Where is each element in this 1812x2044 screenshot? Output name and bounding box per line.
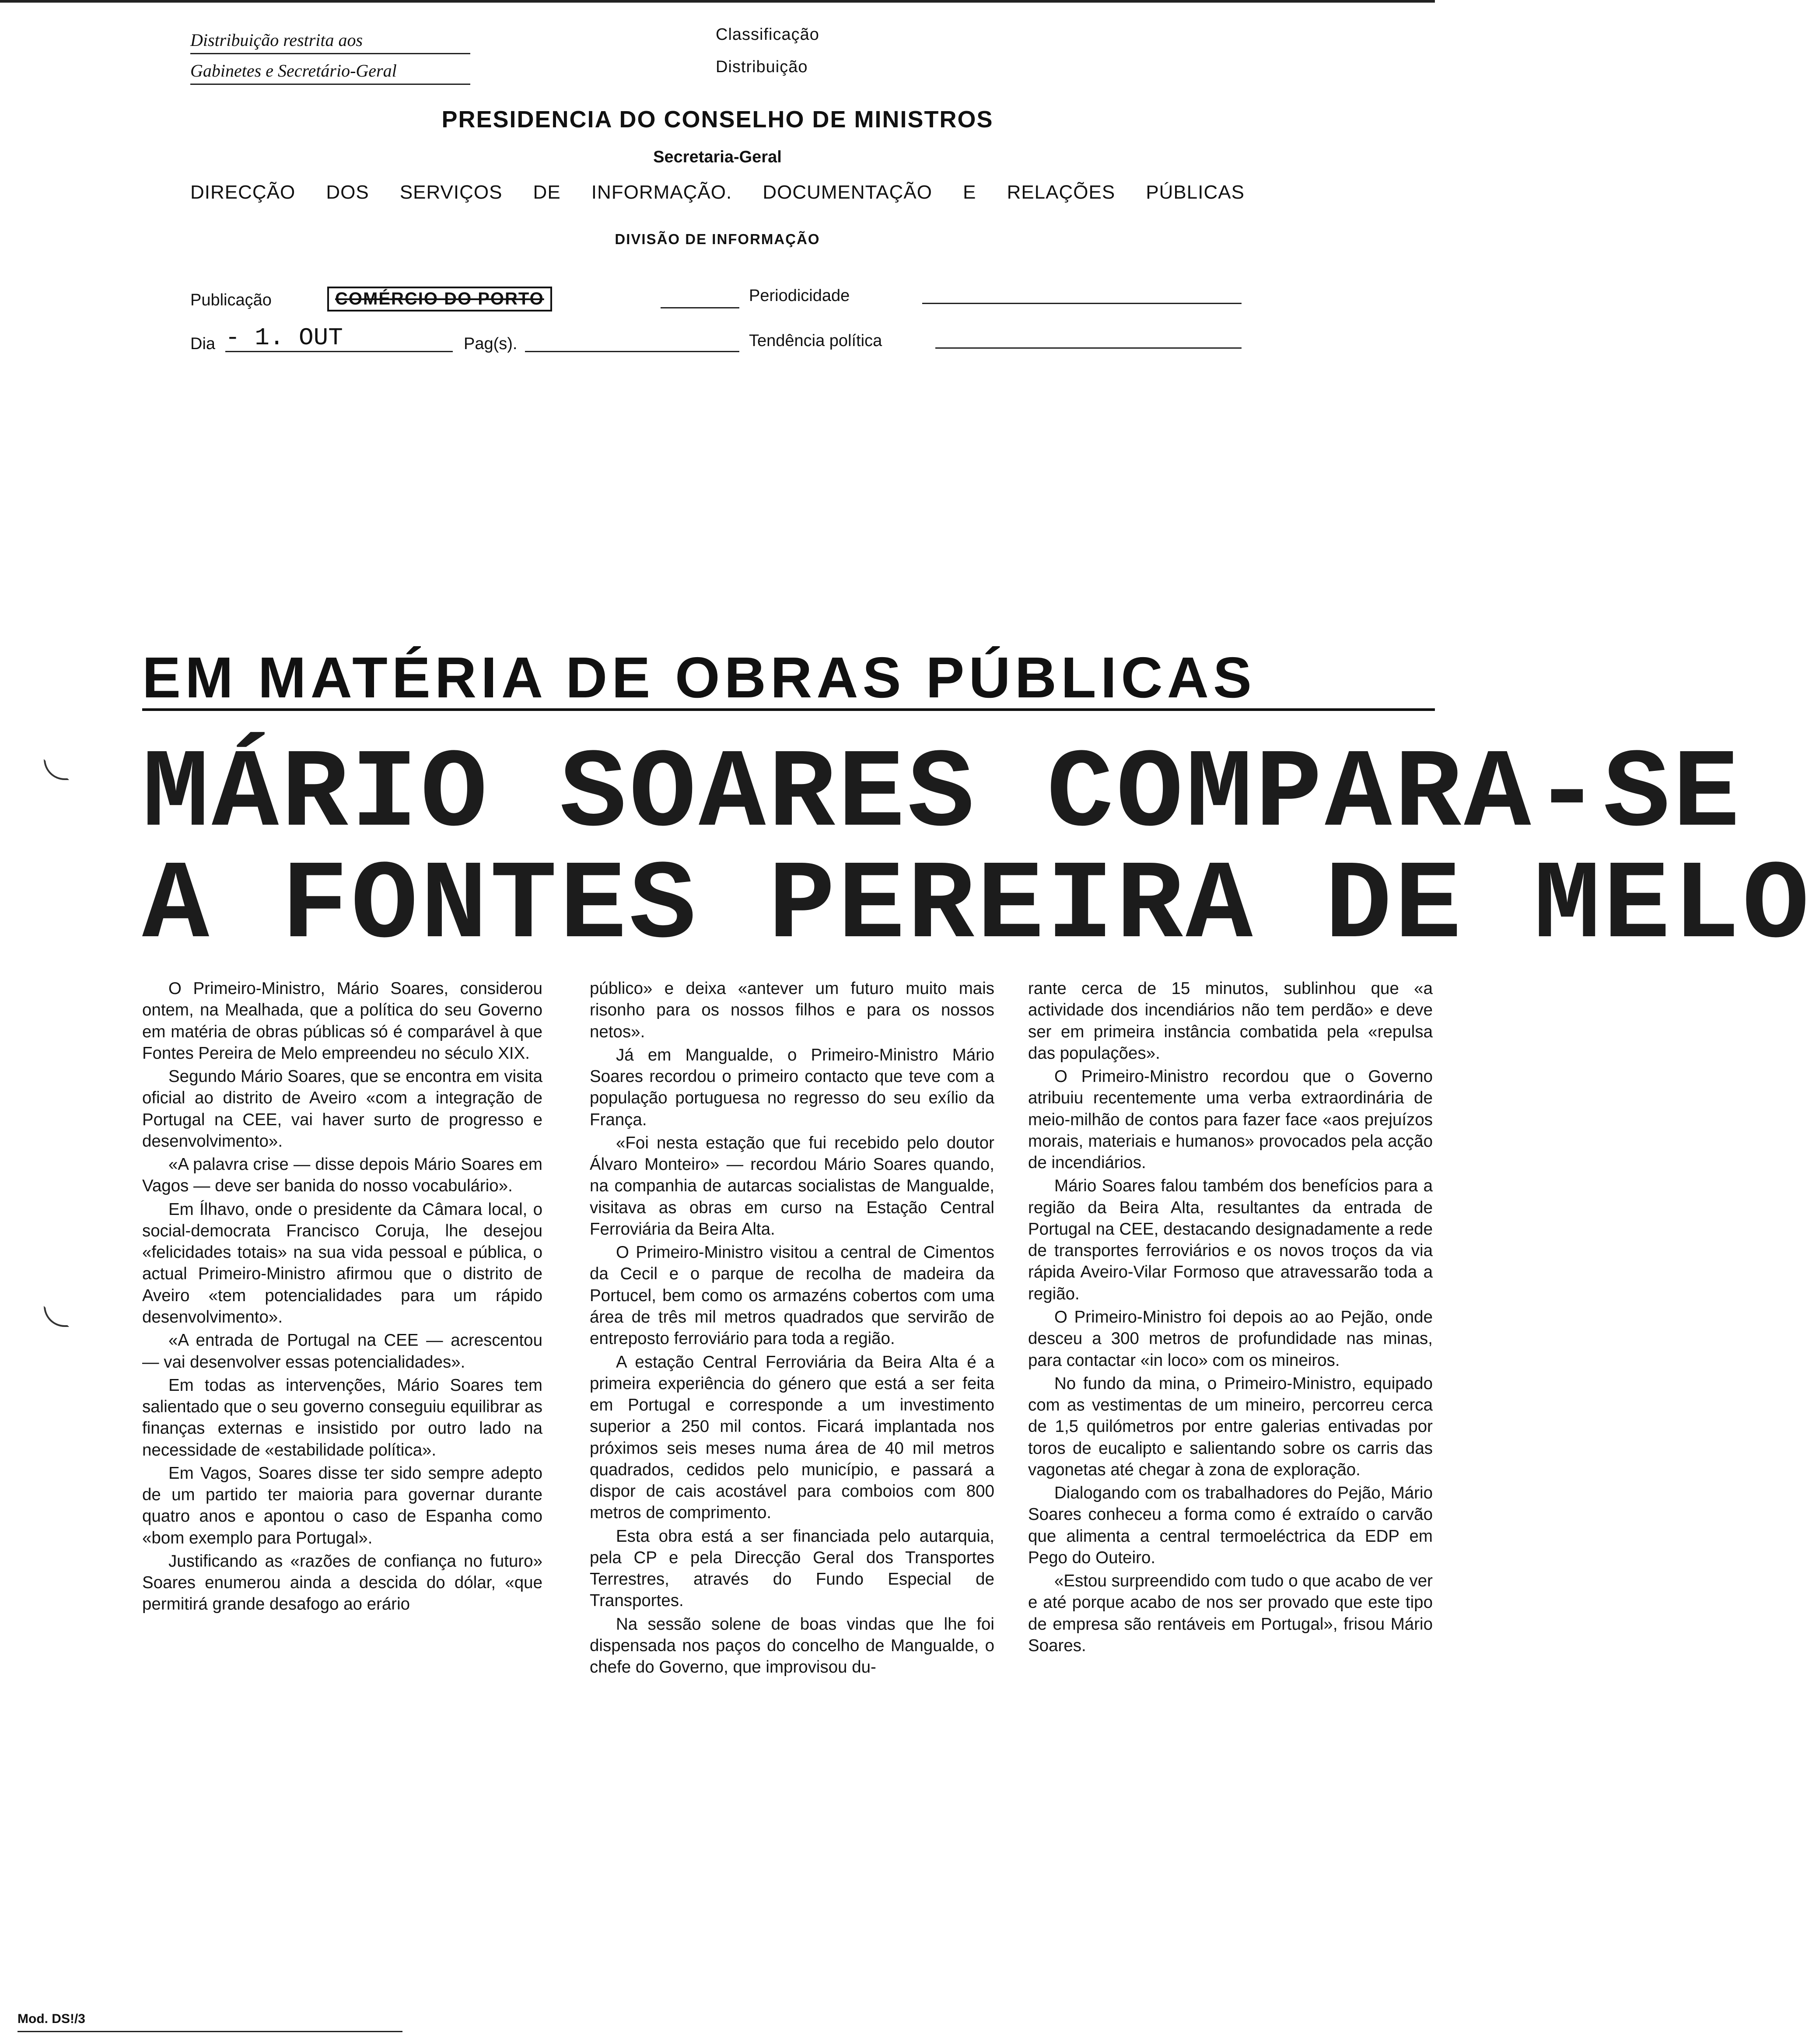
periodicity-label: Periodicidade <box>749 287 850 305</box>
article-paragraph: rante cerca de 15 minutos, sublinhou que «a actividade dos incendiários não tem perdão» e deve ser em primeira instância combatida pela «repulsa das populações». <box>1028 979 1433 1063</box>
article-paragraph: «Estou surpreendido com tudo o que acabo de ver e até porque acabo de nos ser provado que este tipo de empresa são rentáveis em Portugal», frisou Mário Soares. <box>1028 1572 1433 1655</box>
directorate-title <box>190 182 1245 203</box>
article-paragraph: Em Ílhavo, onde o presidente da Câmara local, o social-democrata Francisco Coruja, lhe desejou «felicidades totais» na sua vida pessoal e pública, o actual Primeiro-Ministro afirmou que o distrito de Aveiro «tem potencialidades para um rápido desenvolvimento». <box>142 1200 542 1326</box>
margin-mark <box>44 759 69 780</box>
directorate-word: DOS <box>326 182 369 203</box>
division-title: DIVISÃO DE INFORMAÇÃO <box>615 231 820 247</box>
article-paragraph: Na sessão solene de boas vindas que lhe foi dispensada nos paços do concelho de Mangualde, o chefe do Governo, que improvisou du- <box>590 1614 994 1677</box>
article-column-2 <box>590 978 994 1680</box>
article-paragraph: O Primeiro-Ministro, Mário Soares, considerou ontem, na Mealhada, que a política do seu Governo em matéria de obras públicas só é comparável à que Fontes Pereira de Melo empreendeu no século XIX. <box>142 979 542 1063</box>
directorate-word: E <box>963 182 976 203</box>
publication-line <box>661 306 739 308</box>
article-paragraph: O Primeiro-Ministro visitou a central de Cimentos da Cecil e o parque de recolha de madeira da Portucel, bem como os armazéns cobertos com uma área de três mil metros quadrados que servirão de entreposto ferroviário para toda a região. <box>590 1243 994 1348</box>
article-paragraph: Segundo Mário Soares, que se encontra em visita oficial ao distrito de Aveiro «com a integração de Portugal na CEE, vai haver surto de progresso e desenvolvimento». <box>142 1067 542 1151</box>
article-paragraph: Mário Soares falou também dos benefícios para a região da Beira Alta, resultantes da entrada de Portugal na CEE, destacando designadamente a rede de transportes ferroviários e os novos troços da via rápida Aveiro-Vilar Formoso que atravessarão toda a região. <box>1028 1176 1433 1303</box>
article-paragraph: público» e deixa «antever um futuro muito mais risonho para os nossos filhos e para os nossos netos». <box>590 979 994 1041</box>
tendency-label: Tendência política <box>749 332 882 350</box>
tendency-line <box>935 346 1242 349</box>
distribution-note-line2: Gabinetes e Secretário-Geral <box>190 60 470 85</box>
publication-stamp: COMÉRCIO DO PORTO <box>327 287 552 312</box>
article-paragraph: Já em Mangualde, o Primeiro-Ministro Mário Soares recordou o primeiro contacto que teve com a população portuguesa no regresso do seu exílio da França. <box>590 1045 994 1129</box>
directorate-word: DE <box>533 182 561 203</box>
article-kicker: EM MATÉRIA DE OBRAS PÚBLICAS <box>142 648 1435 711</box>
directorate-word: PÚBLICAS <box>1146 182 1245 203</box>
headline-line1: MÁRIO SOARES COMPARA-SE <box>142 732 1742 858</box>
article-paragraph: «A palavra crise — disse depois Mário Soares em Vagos — deve ser banida do nosso vocabulário». <box>142 1155 542 1196</box>
pages-label: Pag(s). <box>464 335 518 353</box>
article-paragraph: O Primeiro-Ministro foi depois ao ao Pejão, onde desceu a 300 metros de profundidade nas minas, para contactar «in loco» com os mineiros. <box>1028 1307 1433 1370</box>
distribution-label: Distribuição <box>716 58 808 76</box>
day-line <box>225 350 453 352</box>
top-rule <box>0 0 1435 3</box>
article-paragraph: Justificando as «razões de confiança no futuro» Soares enumerou ainda a descida do dólar, «que permitirá grande desafogo ao erário <box>142 1551 542 1614</box>
article-paragraph: «A entrada de Portugal na CEE — acrescentou — vai desenvolver essas potencialidades». <box>142 1331 542 1372</box>
day-label: Dia <box>190 335 216 353</box>
article-paragraph: Em todas as intervenções, Mário Soares tem salientado que o seu governo conseguiu equilibrar as finanças externas e insistido por outro lado na necessidade de «estabilidade política». <box>142 1376 542 1460</box>
article-paragraph: No fundo da mina, o Primeiro-Ministro, equipado com as vestimentas de um mineiro, percorreu cerca de 1,5 quilómetros por entre galerias entivadas por toros de eucalipto e salientando sobre os carris das vagonetas até chegar à zona de exploração. <box>1028 1374 1433 1479</box>
directorate-word: DIRECÇÃO <box>190 182 296 203</box>
form-code: Mod. DS!/3 <box>17 2012 85 2026</box>
article-column-1 <box>142 978 542 1617</box>
margin-mark <box>44 1306 69 1327</box>
presidency-title: PRESIDENCIA DO CONSELHO DE MINISTROS <box>441 106 993 133</box>
directorate-word: RELAÇÕES <box>1007 182 1116 203</box>
periodicity-line <box>922 302 1242 304</box>
pages-line <box>525 350 739 352</box>
footer-line <box>17 2030 402 2032</box>
article-paragraph: Esta obra está a ser financiada pelo autarquia, pela CP e pela Direcção Geral dos Transportes Terrestres, através do Fundo Especial de Transportes. <box>590 1526 994 1610</box>
article-paragraph: O Primeiro-Ministro recordou que o Governo atribuiu recentemente uma verba extraordinária de meio-milhão de contos para fazer face «aos prejuízos morais, materiais e humanos» provocados pela acção de incendiários. <box>1028 1067 1433 1172</box>
article-paragraph: Em Vagos, Soares disse ter sido sempre adepto de um partido ter maioria para governar durante quatro anos e apontou o caso de Espanha como «bom exemplo para Portugal». <box>142 1463 542 1547</box>
directorate-word: DOCUMENTAÇÃO <box>763 182 932 203</box>
article-paragraph: A estação Central Ferroviária da Beira Alta é a primeira experiência do género que está a ser feita em Portugal e corresponde a um investimento superior a 250 mil contos. Ficará implantada nos próximos seis meses numa área de 40 mil metros quadrados, cedidos pelo município, e passará a dispor de cais acostável para comboios com 800 metros de comprimento. <box>590 1352 994 1522</box>
secretariat-title: Secretaria-Geral <box>653 148 782 166</box>
directorate-word: SERVIÇOS <box>399 182 503 203</box>
article-paragraph: «Foi nesta estação que fui recebido pelo doutor Álvaro Monteiro» — recordou Mário Soares quando, na companhia de autarcas socialistas de Mangualde, visitava as obras em curso na Estação Central Ferroviária da Beira Alta. <box>590 1133 994 1239</box>
headline-line2: A FONTES PEREIRA DE MELO <box>142 844 1812 970</box>
article-paragraph: Dialogando com os trabalhadores do Pejão, Mário Soares conheceu a forma como é extraído o carvão que alimenta a central termoeléctrica da EDP em Pego do Outeiro. <box>1028 1484 1433 1567</box>
classification-label: Classificação <box>716 25 819 44</box>
article-column-3 <box>1028 978 1433 1658</box>
distribution-note-line1: Distribuição restrita aos <box>190 30 470 54</box>
directorate-word: INFORMAÇÃO. <box>591 182 732 203</box>
day-stamp: - 1. OUT <box>225 324 343 352</box>
publication-label: Publicação <box>190 291 272 309</box>
